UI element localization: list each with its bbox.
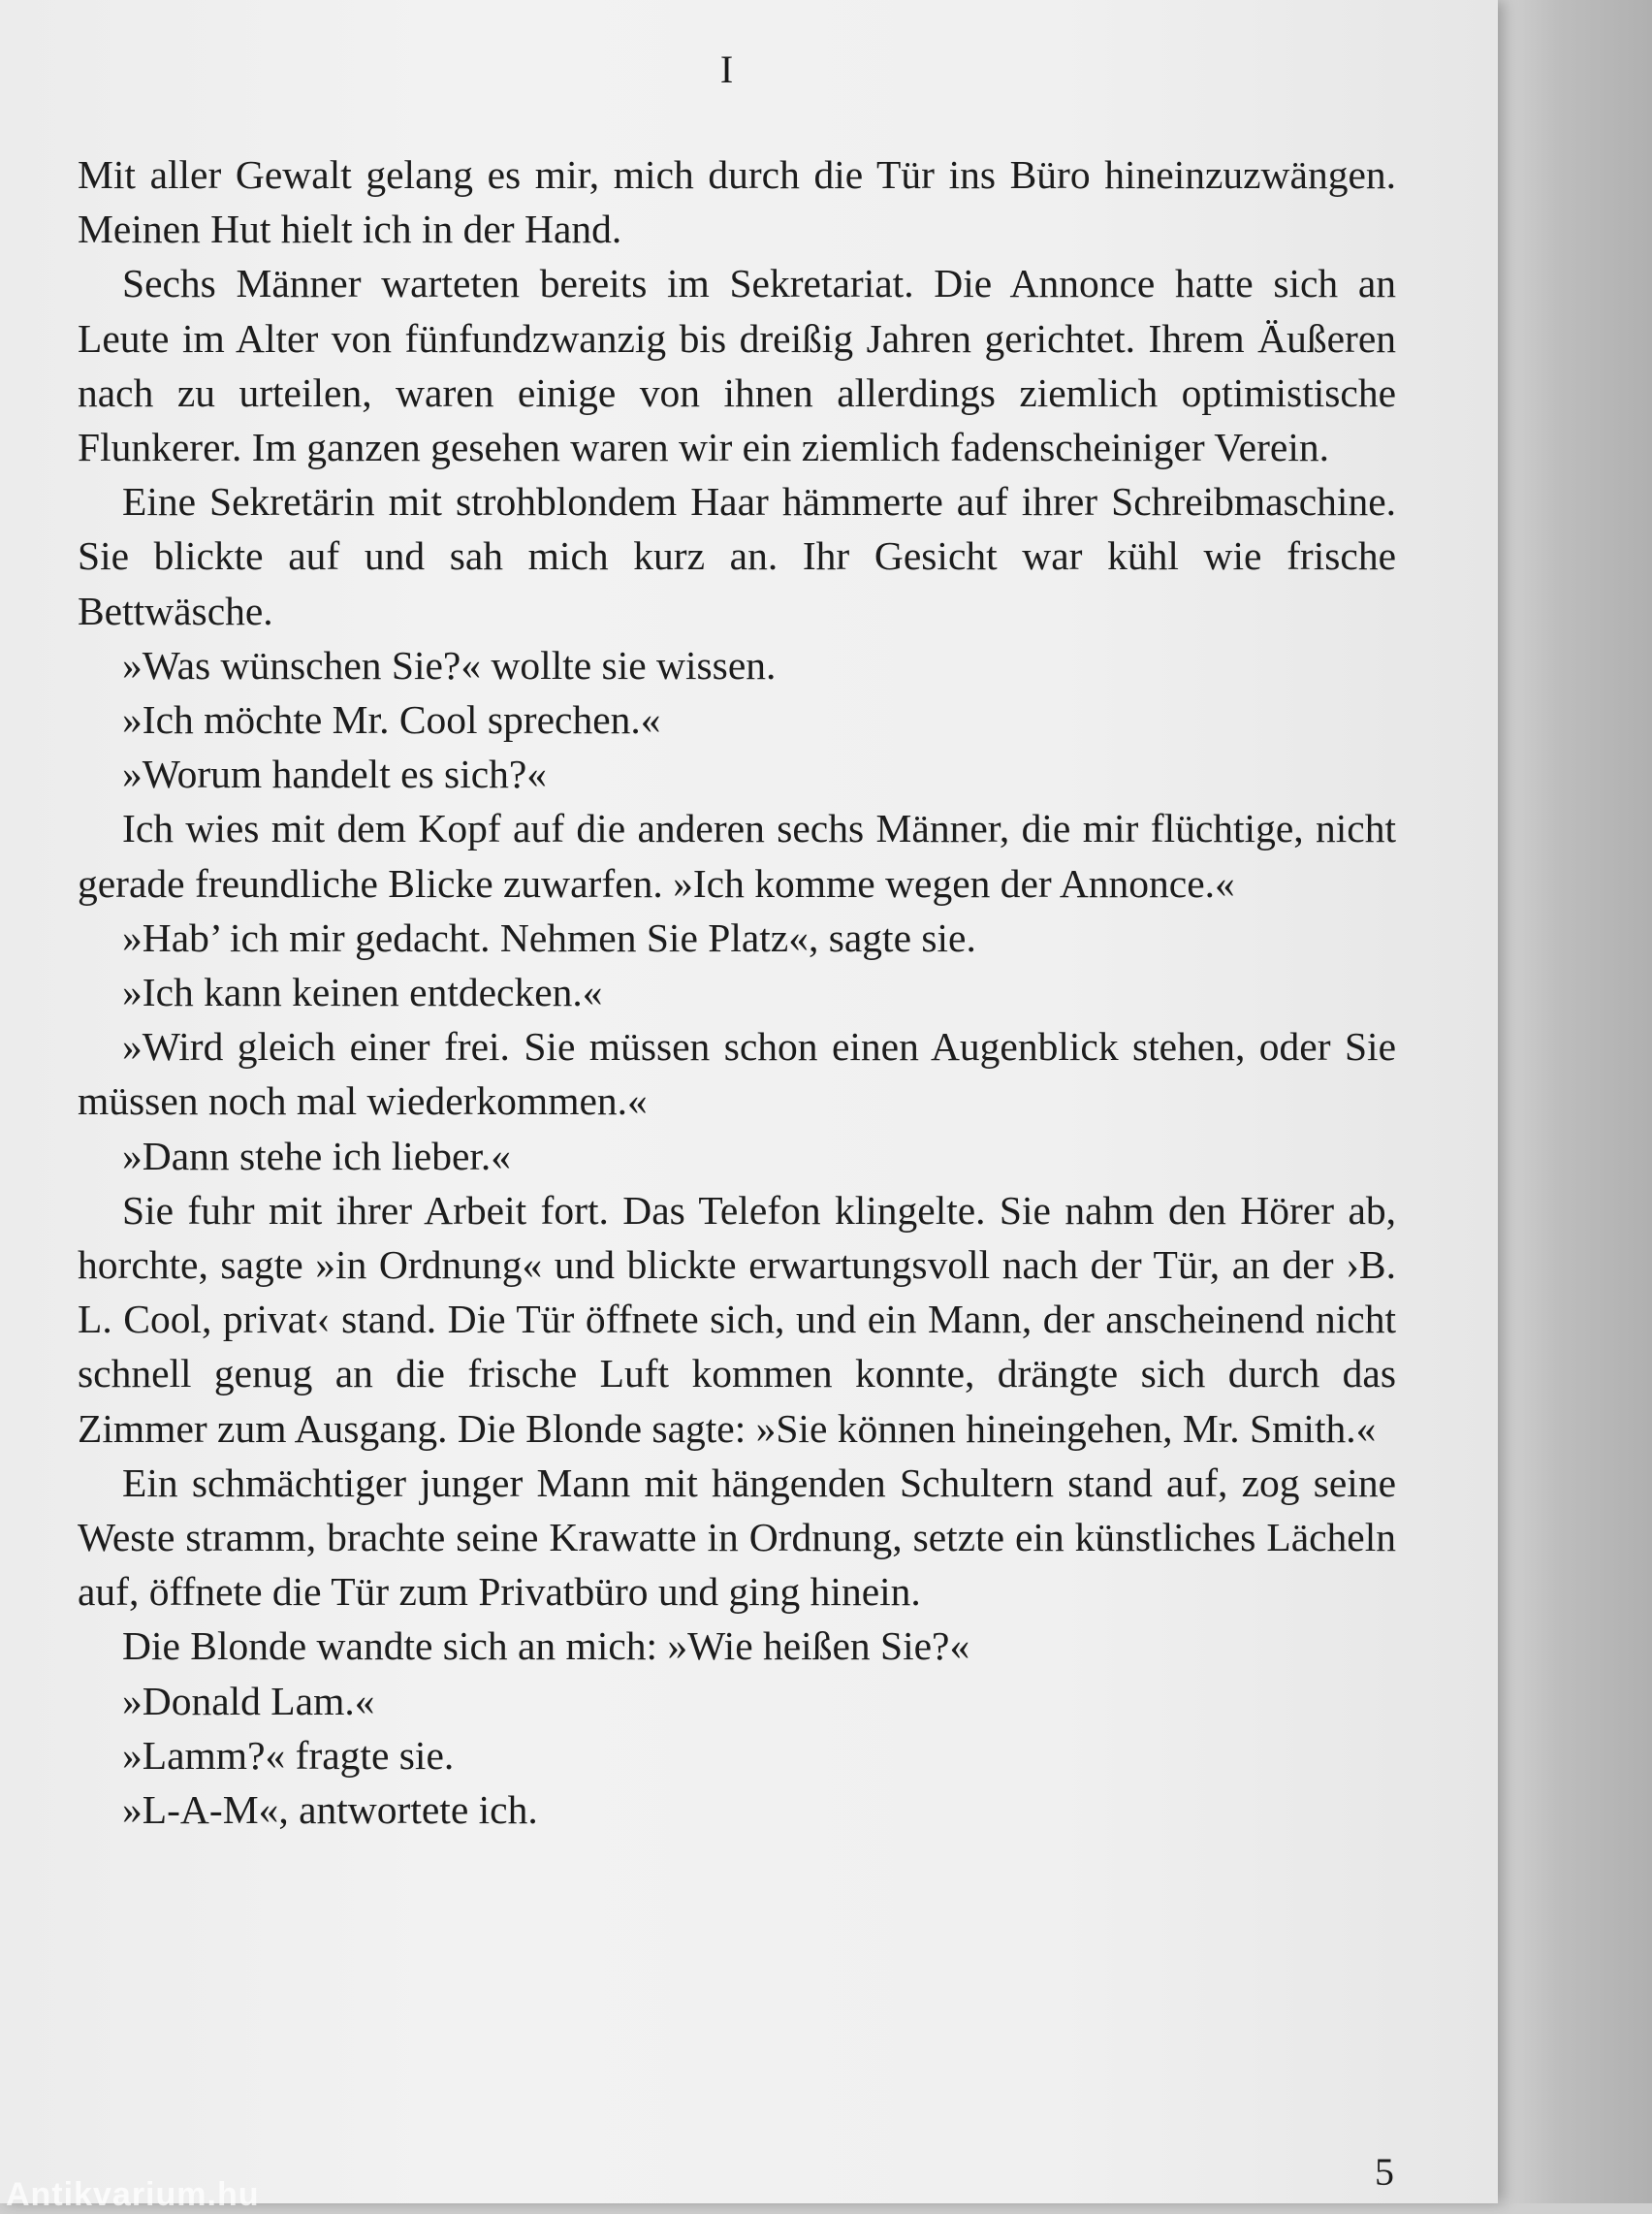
paragraph: »Hab’ ich mir gedacht. Nehmen Sie Platz«, sagte sie.	[122, 914, 976, 960]
watermark: Antikvarium.hu	[6, 2176, 260, 2213]
paragraph: Sie fuhr mit ihrer Arbeit fort. Das Telefon klingelte. Sie nahm den Hörer ab, horchte, sagte »in Ordnung« und blickte erwartungsvoll nach der Tür, an der ›B. L. Cool, privat‹ stand. Die Tür öffnete sich, und ein Mann, der anscheinend nicht schnell genug an die frische Luft kommen konnte, drängte sich durch das Zimmer zum Ausgang. Die Blonde sagte: »Sie können hineingehen, Mr. Smith.«	[78, 1187, 1396, 1451]
paragraph: »Wird gleich einer frei. Sie müssen schon einen Augenblick stehen, oder Sie müssen noch mal wiederkommen.«	[78, 1024, 1396, 1124]
paragraph: Sechs Männer warteten bereits im Sekretariat. Die Annonce hatte sich an Leute im Alter von fünfundzwanzig bis dreißig Jahren gerichtet. Ihrem Äußeren nach zu urteilen, waren einige von ihnen allerdings ziemlich optimistische Flunkerer. Im ganzen gesehen waren wir ein ziemlich fadenscheiniger Verein.	[78, 261, 1396, 470]
paragraph: »L-A-M«, antwortete ich.	[122, 1787, 538, 1833]
paragraph: »Dann stehe ich lieber.«	[122, 1133, 512, 1178]
paragraph: »Was wünschen Sie?« wollte sie wissen.	[122, 642, 777, 688]
paragraph: Die Blonde wandte sich an mich: »Wie heißen Sie?«	[122, 1623, 970, 1669]
next-page-edge	[1498, 0, 1652, 2203]
paragraph: »Donald Lam.«	[122, 1678, 375, 1723]
chapter-number: I	[719, 48, 735, 91]
paragraph: »Ich möchte Mr. Cool sprechen.«	[122, 697, 661, 743]
paragraph: Ein schmächtiger junger Mann mit hängenden Schultern stand auf, zog seine Weste stramm, brachte seine Krawatte in Ordnung, setzte ein künstliches Lächeln auf, öffnete die Tür zum Privatbüro und ging hinein.	[78, 1460, 1396, 1615]
paragraph: Mit aller Gewalt gelang es mir, mich durch die Tür ins Büro hineinzuzwängen. Meinen Hut hielt ich in der Hand.	[78, 152, 1396, 252]
paragraph: »Worum handelt es sich?«	[122, 752, 548, 797]
body-text	[78, 147, 1396, 1837]
paragraph: »Ich kann keinen entdecken.«	[122, 970, 603, 1015]
paragraph: Eine Sekretärin mit strohblondem Haar hämmerte auf ihrer Schreibmaschine. Sie blickte auf und sah mich kurz an. Ihr Gesicht war kühl wie frische Bettwäsche.	[78, 479, 1396, 633]
page-number: 5	[1375, 2150, 1394, 2194]
paragraph: Ich wies mit dem Kopf auf die anderen sechs Männer, die mir flüchtige, nicht gerade freundliche Blicke zuwarfen. »Ich komme wegen der Annonce.«	[78, 806, 1396, 906]
paragraph: »Lamm?« fragte sie.	[122, 1732, 455, 1778]
